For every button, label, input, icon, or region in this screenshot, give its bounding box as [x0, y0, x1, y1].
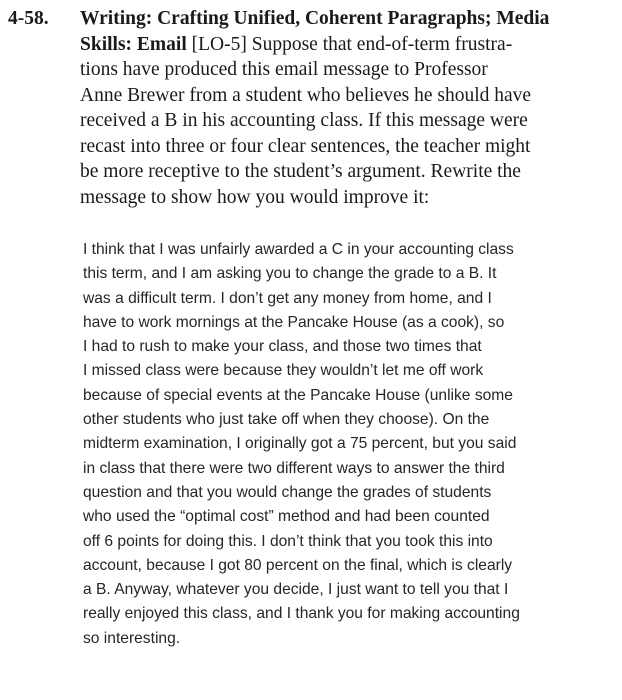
- prompt-text: [LO-5] Suppose that end-of-term frustra-: [186, 33, 513, 55]
- prompt-text: be more receptive to the student’s argument. Rewrite the: [80, 161, 521, 182]
- email-line: was a difficult term. I don’t get any money from home, and I: [83, 289, 492, 307]
- prompt-bold-text: Writing: Crafting Unified, Coherent Paragraphs; Media: [80, 8, 550, 29]
- prompt-text: tions have produced this email message to Professor: [80, 59, 488, 80]
- prompt-text: received a B in his accounting class. If this message were: [80, 110, 528, 131]
- email-line: who used the “optimal cost” method and had been counted: [83, 508, 490, 526]
- email-line: question and that you would change the grades of students: [83, 483, 492, 501]
- exercise-number: 4-58.: [8, 8, 49, 29]
- email-line: a B. Anyway, whatever you decide, I just want to tell you that I: [83, 581, 509, 599]
- email-line: so interesting.: [83, 629, 181, 647]
- email-line: because of special events at the Pancake House (unlike some: [83, 386, 513, 404]
- prompt-text: recast into three or four clear sentences, the teacher might: [80, 135, 531, 157]
- prompt-text: message to show how you would improve it:: [80, 186, 430, 208]
- prompt-line: [80, 185, 616, 211]
- prompt-line: [80, 6, 616, 32]
- email-line: have to work mornings at the Pancake House (as a cook), so: [83, 313, 505, 331]
- email-line: really enjoyed this class, and I thank you for making accounting: [83, 605, 520, 623]
- prompt-line: [80, 134, 616, 160]
- email-line: I missed class were because they wouldn’t let me off work: [83, 362, 484, 380]
- prompt-line: [80, 57, 616, 83]
- prompt-line: [80, 108, 616, 134]
- exercise-prompt: [8, 6, 616, 210]
- email-line: in class that there were two different ways to answer the third: [83, 459, 505, 477]
- email-message: [83, 238, 613, 651]
- exercise-block: [8, 6, 616, 210]
- email-line: account, because I got 80 percent on the final, which is clearly: [83, 556, 513, 574]
- prompt-line: [80, 32, 616, 58]
- prompt-bold-text: Skills: Email: [80, 33, 187, 55]
- email-line: off 6 points for doing this. I don’t think that you took this into: [83, 532, 493, 550]
- prompt-line: [80, 159, 616, 185]
- prompt-body: [80, 6, 616, 210]
- prompt-line: [80, 83, 616, 109]
- email-line: midterm examination, I originally got a 75 percent, but you said: [83, 435, 517, 453]
- prompt-text: Anne Brewer from a student who believes he should have: [80, 84, 532, 106]
- email-line: this term, and I am asking you to change the grade to a B. It: [83, 265, 497, 283]
- email-line: I think that I was unfairly awarded a C in your accounting class: [83, 241, 514, 258]
- email-line: other students who just take off when they choose). On the: [83, 411, 490, 429]
- email-line: I had to rush to make your class, and those two times that: [83, 338, 482, 356]
